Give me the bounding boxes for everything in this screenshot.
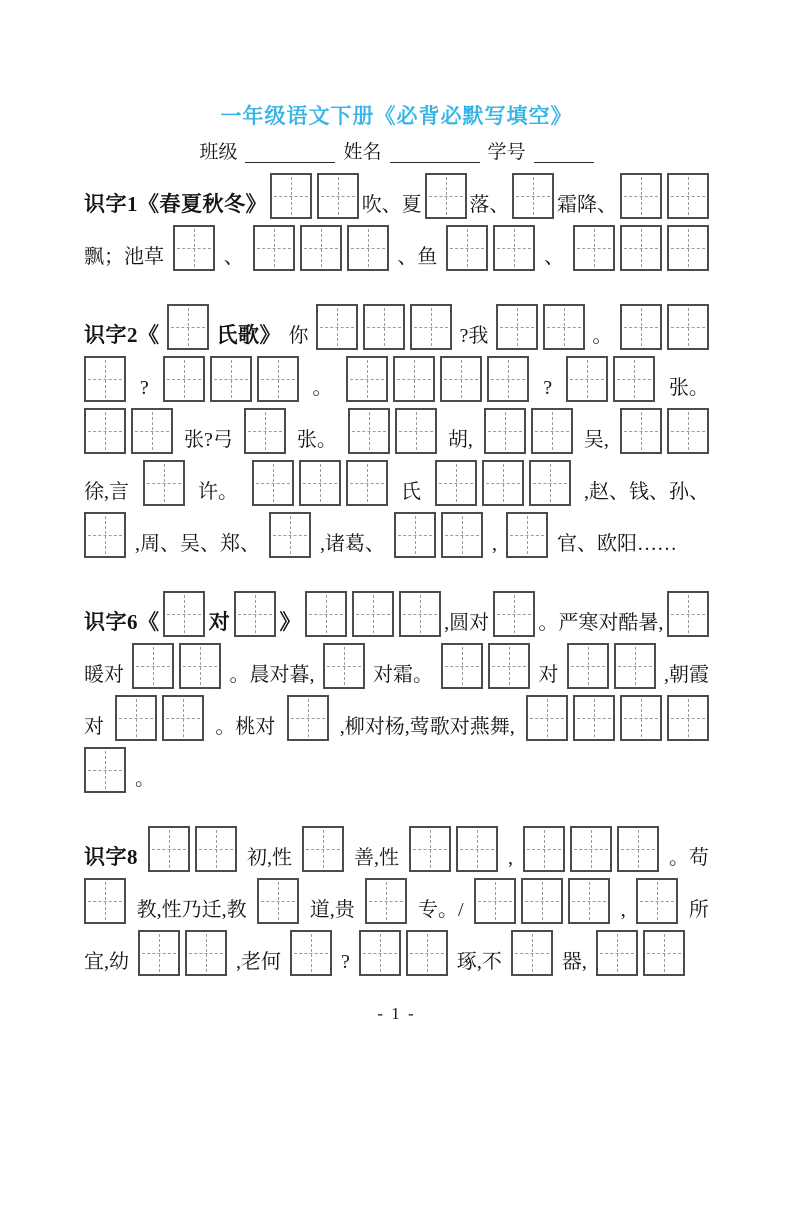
writing-grid-box	[179, 643, 221, 689]
writing-box-group	[636, 878, 678, 924]
writing-grid-box	[613, 356, 655, 402]
writing-grid-box	[620, 408, 662, 454]
body-text: 器,	[561, 951, 587, 973]
body-text: ,圆对	[444, 612, 490, 634]
writing-grid-box	[317, 173, 359, 219]
section-shizi-1-chun-xia-qiu-dong	[84, 173, 709, 271]
worksheet-title: 一年级语文下册《必背必默写填空》	[220, 105, 573, 128]
writing-box-group	[409, 826, 498, 872]
body-text: 飘；池草	[84, 246, 164, 268]
body-text: 官、欧阳……	[557, 533, 677, 555]
body-text: 许。	[198, 481, 238, 503]
writing-box-group	[620, 173, 709, 219]
writing-grid-box	[234, 591, 276, 637]
writing-grid-box	[162, 695, 204, 741]
body-text: 。晨对暮,	[229, 664, 315, 686]
body-text: ,	[492, 533, 497, 555]
writing-grid-box	[299, 460, 341, 506]
body-text: 所	[688, 899, 709, 921]
section-label-text: 氏歌》	[216, 322, 281, 347]
writing-grid-box	[531, 408, 573, 454]
writing-grid-box	[163, 591, 205, 637]
body-text: 宜,幼	[84, 951, 129, 973]
writing-grid-box	[84, 512, 126, 558]
worksheet-line	[84, 304, 709, 350]
section-label-text: 识字8	[84, 844, 138, 869]
writing-box-group	[348, 408, 437, 454]
writing-box-group	[526, 695, 709, 741]
writing-grid-box	[410, 304, 452, 350]
writing-grid-box	[270, 173, 312, 219]
writing-grid-box	[523, 826, 565, 872]
writing-box-group	[84, 408, 173, 454]
worksheet-line	[84, 826, 709, 872]
worksheet-line	[84, 747, 709, 793]
writing-grid-box	[493, 225, 535, 271]
section-label-text: 识字6《	[84, 609, 160, 634]
writing-box-group	[567, 643, 656, 689]
writing-grid-box	[323, 643, 365, 689]
body-text: 、	[223, 246, 244, 268]
writing-box-group	[253, 225, 389, 271]
section-shizi-2-shi-ge	[84, 304, 709, 558]
writing-grid-box	[512, 173, 554, 219]
writing-box-group	[596, 930, 685, 976]
writing-grid-box	[568, 878, 610, 924]
section-shizi-8-ren-zhi-chu	[84, 826, 709, 976]
writing-box-group	[667, 591, 709, 637]
writing-grid-box	[290, 930, 332, 976]
writing-grid-box	[393, 356, 435, 402]
writing-box-group	[84, 356, 126, 402]
writing-grid-box	[346, 460, 388, 506]
body-text: 对	[538, 664, 559, 686]
writing-grid-box	[346, 356, 388, 402]
writing-grid-box	[529, 460, 571, 506]
writing-box-group	[143, 460, 185, 506]
section-shizi-6-gu-dui-jin	[84, 591, 709, 793]
writing-box-group	[496, 304, 585, 350]
writing-box-group	[148, 826, 237, 872]
body-text: 专。/	[417, 899, 464, 921]
writing-box-group	[493, 591, 535, 637]
writing-box-group	[620, 408, 709, 454]
writing-grid-box	[566, 356, 608, 402]
writing-grid-box	[399, 591, 441, 637]
writing-grid-box	[210, 356, 252, 402]
body-text: 。	[592, 325, 613, 347]
body-text: 吴,	[583, 429, 609, 451]
writing-grid-box	[441, 643, 483, 689]
body-text: ?	[139, 377, 149, 399]
writing-grid-box	[620, 695, 662, 741]
writing-box-group	[446, 225, 535, 271]
writing-grid-box	[406, 930, 448, 976]
writing-grid-box	[567, 643, 609, 689]
writing-grid-box	[132, 643, 174, 689]
writing-grid-box	[573, 225, 615, 271]
writing-grid-box	[394, 512, 436, 558]
writing-grid-box	[348, 408, 390, 454]
writing-box-group	[163, 356, 299, 402]
writing-grid-box	[496, 304, 538, 350]
writing-grid-box	[488, 643, 530, 689]
writing-box-group	[435, 460, 571, 506]
writing-grid-box	[257, 878, 299, 924]
body-text: ,朝霞	[664, 664, 709, 686]
worksheet-line	[84, 591, 709, 637]
body-text: ,柳对杨,莺歌对燕舞,	[339, 716, 515, 738]
writing-grid-box	[300, 225, 342, 271]
writing-box-group	[441, 643, 530, 689]
writing-box-group	[173, 225, 215, 271]
worksheet-line	[84, 408, 709, 454]
info-field-label: 姓名	[343, 142, 382, 163]
writing-box-group	[163, 591, 205, 637]
writing-box-group	[346, 356, 529, 402]
body-text: 教,性乃迁,教	[136, 899, 247, 921]
body-text: 。	[312, 377, 333, 399]
writing-box-group	[316, 304, 452, 350]
body-text: ,老何	[236, 951, 281, 973]
writing-box-group	[506, 512, 548, 558]
student-info-line	[84, 137, 709, 163]
body-text: 道,贵	[309, 899, 355, 921]
writing-grid-box	[435, 460, 477, 506]
writing-grid-box	[667, 591, 709, 637]
writing-box-group	[511, 930, 553, 976]
body-text: 你	[288, 325, 309, 347]
writing-grid-box	[456, 826, 498, 872]
worksheet-line	[84, 930, 709, 976]
worksheet-line	[84, 643, 709, 689]
body-text: 落、	[469, 194, 510, 216]
writing-grid-box	[253, 225, 295, 271]
writing-box-group	[523, 826, 659, 872]
writing-grid-box	[84, 408, 126, 454]
worksheet-line	[84, 460, 709, 506]
writing-grid-box	[287, 695, 329, 741]
writing-grid-box	[482, 460, 524, 506]
writing-box-group	[269, 512, 311, 558]
writing-grid-box	[440, 356, 482, 402]
body-text: ?	[543, 377, 553, 399]
writing-grid-box	[305, 591, 347, 637]
writing-grid-box	[131, 408, 173, 454]
writing-grid-box	[252, 460, 294, 506]
writing-grid-box	[446, 225, 488, 271]
section-label-text: 》	[279, 609, 301, 634]
body-text: 。桃对	[215, 716, 276, 738]
writing-grid-box	[302, 826, 344, 872]
body-text: 氏	[401, 481, 421, 503]
writing-box-group	[484, 408, 573, 454]
writing-box-group	[512, 173, 554, 219]
info-field-label: 学号	[487, 142, 526, 163]
writing-box-group	[305, 591, 441, 637]
writing-grid-box	[511, 930, 553, 976]
writing-box-group	[359, 930, 448, 976]
writing-grid-box	[395, 408, 437, 454]
body-text: ,	[620, 899, 626, 921]
writing-box-group	[244, 408, 286, 454]
writing-box-group	[84, 878, 126, 924]
writing-grid-box	[352, 591, 394, 637]
body-text: 霜降、	[557, 194, 618, 216]
writing-box-group	[620, 304, 709, 350]
writing-box-group	[84, 512, 126, 558]
body-text: 张。	[668, 377, 709, 399]
writing-grid-box	[138, 930, 180, 976]
writing-grid-box	[148, 826, 190, 872]
writing-grid-box	[614, 643, 656, 689]
writing-grid-box	[617, 826, 659, 872]
body-text: 对	[84, 716, 104, 738]
body-text: 。苟	[669, 847, 709, 869]
writing-box-group	[365, 878, 407, 924]
writing-grid-box	[474, 878, 516, 924]
writing-grid-box	[163, 356, 205, 402]
writing-grid-box	[84, 878, 126, 924]
body-text: 张?弓	[184, 429, 233, 451]
writing-grid-box	[244, 408, 286, 454]
worksheet-line	[84, 225, 709, 271]
writing-grid-box	[667, 408, 709, 454]
writing-grid-box	[316, 304, 358, 350]
writing-box-group	[474, 878, 610, 924]
writing-box-group	[84, 747, 126, 793]
writing-grid-box	[167, 304, 209, 350]
writing-grid-box	[173, 225, 215, 271]
writing-box-group	[138, 930, 227, 976]
writing-box-group	[257, 878, 299, 924]
writing-box-group	[167, 304, 209, 350]
writing-grid-box	[667, 304, 709, 350]
section-label-text: 识字1《春夏秋冬》	[84, 191, 267, 216]
writing-box-group	[115, 695, 204, 741]
worksheet-line	[84, 878, 709, 924]
body-text: 、	[544, 246, 565, 268]
body-text: 琢,不	[456, 951, 502, 973]
writing-box-group	[290, 930, 332, 976]
section-label-text: 对	[208, 609, 231, 634]
writing-box-group	[270, 173, 359, 219]
writing-box-group	[132, 643, 221, 689]
writing-grid-box	[347, 225, 389, 271]
writing-grid-box	[493, 591, 535, 637]
writing-grid-box	[667, 225, 709, 271]
writing-box-group	[566, 356, 655, 402]
body-text: 、鱼	[397, 246, 438, 268]
writing-grid-box	[620, 225, 662, 271]
body-text: 。严寒对酷暑,	[538, 612, 664, 634]
body-text: 初,性	[247, 847, 292, 869]
info-field-underline	[390, 143, 480, 163]
writing-box-group	[302, 826, 344, 872]
writing-grid-box	[195, 826, 237, 872]
writing-grid-box	[409, 826, 451, 872]
writing-grid-box	[257, 356, 299, 402]
worksheet-line	[84, 356, 709, 402]
writing-grid-box	[365, 878, 407, 924]
writing-grid-box	[526, 695, 568, 741]
info-field-underline	[534, 143, 594, 163]
worksheet-line	[84, 695, 709, 741]
writing-grid-box	[570, 826, 612, 872]
writing-grid-box	[643, 930, 685, 976]
writing-box-group	[425, 173, 467, 219]
writing-grid-box	[596, 930, 638, 976]
worksheet-page	[0, 100, 793, 1222]
writing-grid-box	[363, 304, 405, 350]
body-text: 暖对	[84, 664, 124, 686]
body-text: 吹、夏	[361, 194, 422, 216]
writing-grid-box	[425, 173, 467, 219]
writing-grid-box	[143, 460, 185, 506]
writing-grid-box	[620, 173, 662, 219]
body-text: 善,性	[354, 847, 399, 869]
worksheet-body	[84, 173, 709, 976]
info-field-label: 班级	[199, 142, 238, 163]
writing-grid-box	[543, 304, 585, 350]
writing-grid-box	[484, 408, 526, 454]
writing-grid-box	[521, 878, 563, 924]
writing-grid-box	[667, 695, 709, 741]
writing-grid-box	[487, 356, 529, 402]
writing-grid-box	[506, 512, 548, 558]
section-label-text: 识字2《	[84, 322, 160, 347]
writing-grid-box	[185, 930, 227, 976]
writing-box-group	[287, 695, 329, 741]
body-text: ,	[508, 847, 513, 869]
writing-grid-box	[84, 747, 126, 793]
writing-grid-box	[359, 930, 401, 976]
info-field-underline	[245, 143, 335, 163]
writing-grid-box	[620, 304, 662, 350]
writing-grid-box	[441, 512, 483, 558]
body-text: 徐,言	[84, 481, 129, 503]
body-text: 。	[135, 768, 155, 790]
worksheet-line	[84, 173, 709, 219]
writing-grid-box	[573, 695, 615, 741]
body-text: ?	[341, 951, 350, 973]
body-text: ?我	[459, 325, 489, 347]
writing-box-group	[323, 643, 365, 689]
writing-grid-box	[269, 512, 311, 558]
body-text: 胡,	[447, 429, 473, 451]
writing-grid-box	[84, 356, 126, 402]
body-text: ,赵、钱、孙、	[584, 481, 709, 503]
body-text: ,诸葛、	[320, 533, 385, 555]
body-text: 张。	[296, 429, 337, 451]
writing-box-group	[234, 591, 276, 637]
writing-box-group	[573, 225, 709, 271]
worksheet-line	[84, 512, 709, 558]
writing-grid-box	[667, 173, 709, 219]
writing-grid-box	[636, 878, 678, 924]
body-text: 对霜。	[373, 664, 433, 686]
writing-box-group	[394, 512, 483, 558]
writing-box-group	[252, 460, 388, 506]
writing-grid-box	[115, 695, 157, 741]
page-number: - 1 -	[377, 1004, 416, 1023]
body-text: ,周、吴、郑、	[135, 533, 260, 555]
